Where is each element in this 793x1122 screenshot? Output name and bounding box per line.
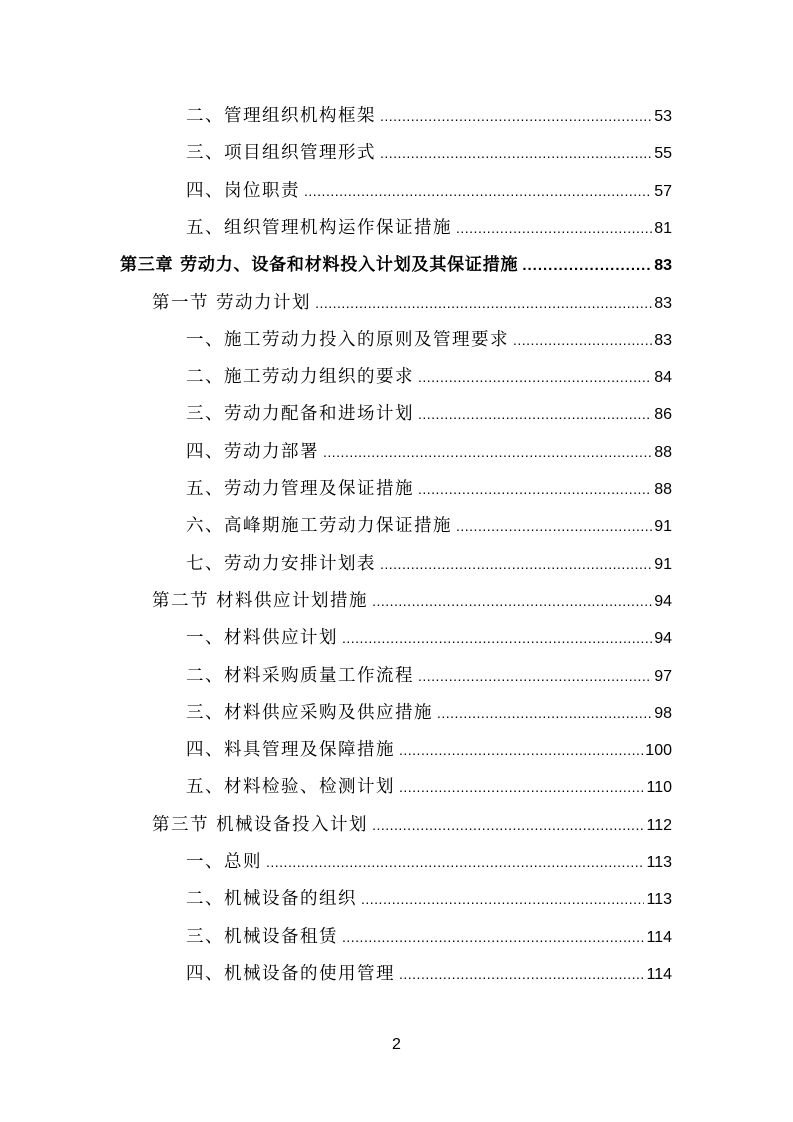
toc-entry-title: 五、材料检验、检测计划 [186,777,395,798]
toc-leader-dots [372,810,644,840]
toc-entry-title: 第三章 劳动力、设备和材料投入计划及其保证措施 [120,255,519,276]
toc-entry-title: 三、劳动力配备和进场计划 [186,404,414,425]
toc-entry-page: 114 [646,928,672,946]
toc-entry-title: 五、组织管理机构运作保证措施 [186,217,452,238]
toc-entry-title: 四、料具管理及保障措施 [186,740,395,761]
toc-leader-dots [522,251,652,281]
toc-entry-chapter[interactable] [120,250,672,280]
toc-entry-page: 53 [654,108,672,125]
toc-entry-title: 四、劳动力部署 [186,441,319,462]
toc-entry-item[interactable] [186,213,672,243]
toc-entry-page: 88 [654,481,672,498]
toc-entry-title: 四、岗位职责 [186,180,300,201]
toc-entry-section[interactable] [152,586,672,616]
toc-entry-title: 三、项目组织管理形式 [186,143,376,164]
toc-entry-item[interactable] [186,437,672,467]
toc-leader-dots [361,884,644,914]
toc-entry-page: 113 [646,891,672,909]
toc-entry-page: 114 [646,965,672,983]
toc-entry-title: 二、机械设备的组织 [186,889,357,910]
toc-leader-dots [418,399,652,429]
toc-entry-title: 二、材料采购质量工作流程 [186,665,414,686]
toc-entry-item[interactable] [186,325,672,355]
toc-entry-item[interactable] [186,138,672,168]
toc-entry-item[interactable] [186,362,672,392]
toc-leader-dots [304,176,652,206]
toc-entry-page: 112 [646,816,672,834]
toc-leader-dots [342,623,652,653]
toc-entry-page: 83 [654,294,672,312]
toc-leader-dots [418,362,652,392]
toc-entry-page: 55 [654,145,672,163]
toc-leader-dots [372,586,652,616]
toc-entry-page: 94 [654,592,672,610]
toc-entry-item[interactable] [186,698,672,728]
toc-leader-dots [380,549,652,579]
toc-entry-title: 三、机械设备租赁 [186,926,338,947]
toc-leader-dots [399,772,644,802]
toc-entry-page: 94 [654,630,672,648]
toc-entry-title: 七、劳动力安排计划表 [186,553,376,574]
toc-leader-dots [513,325,652,355]
toc-entry-title: 一、总则 [186,852,262,872]
toc-leader-dots [315,288,652,318]
toc-entry-item[interactable] [186,884,672,914]
toc-entry-page: 110 [646,779,672,797]
toc-leader-dots [456,213,652,243]
page-number: 2 [392,1036,401,1053]
toc-entry-page: 91 [654,518,672,536]
toc-entry-page: 97 [654,667,672,685]
toc-leader-dots [266,847,644,877]
toc-entry-page: 88 [654,443,672,461]
toc-entry-page: 83 [654,331,672,349]
toc-entry-title: 六、高峰期施工劳动力保证措施 [186,516,452,537]
toc-entry-title: 四、机械设备的使用管理 [186,963,395,984]
toc-entry-title: 三、材料供应采购及供应措施 [186,702,433,723]
toc-entry-title: 一、施工劳动力投入的原则及管理要求 [186,329,509,350]
toc-leader-dots [399,735,643,765]
toc-entry-page: 57 [654,182,672,200]
toc-entry-title: 二、施工劳动力组织的要求 [186,367,414,388]
toc-entry-page: 83 [654,257,672,275]
toc-entry-page: 91 [654,555,672,573]
toc-leader-dots [418,661,652,691]
toc-entry-title: 第二节 材料供应计划措施 [152,590,369,611]
toc-entry-item[interactable] [186,549,672,579]
toc-entry-page: 81 [654,219,672,237]
toc-entry-item[interactable] [186,511,672,541]
toc-entry-section[interactable] [152,810,672,840]
toc-entry-title: 第一节 劳动力计划 [152,292,312,313]
toc-entry-page: 86 [654,406,672,424]
toc-entry-item[interactable] [186,735,672,765]
toc-entry-item[interactable] [186,661,672,691]
toc-entry-item[interactable] [186,922,672,952]
toc-entry-page: 84 [654,369,672,387]
toc-leader-dots [456,511,652,541]
toc-leader-dots [323,437,652,467]
toc-entry-item[interactable] [186,772,672,802]
toc-entry-item[interactable] [186,101,672,131]
toc-entry-title: 一、材料供应计划 [186,628,338,649]
toc-entry-section[interactable] [152,288,672,318]
toc-entry-page: 100 [645,742,672,760]
toc-entry-item[interactable] [186,474,672,504]
toc-leader-dots [380,101,652,131]
toc-entry-item[interactable] [186,176,672,206]
toc-leader-dots [418,474,652,504]
toc-leader-dots [399,959,644,989]
toc-entry-item[interactable] [186,847,672,877]
toc-entry-page: 113 [646,854,672,871]
toc-entry-item[interactable] [186,399,672,429]
toc-entry-item[interactable] [186,959,672,989]
toc-entry-page: 98 [654,704,672,722]
toc-leader-dots [437,698,652,728]
toc-entry-title: 五、劳动力管理及保证措施 [186,479,414,499]
toc-leader-dots [342,922,644,952]
toc-leader-dots [380,138,652,168]
toc-entry-item[interactable] [186,623,672,653]
toc-entry-title: 二、管理组织机构框架 [186,106,376,126]
toc-entry-title: 第三节 机械设备投入计划 [152,814,369,835]
